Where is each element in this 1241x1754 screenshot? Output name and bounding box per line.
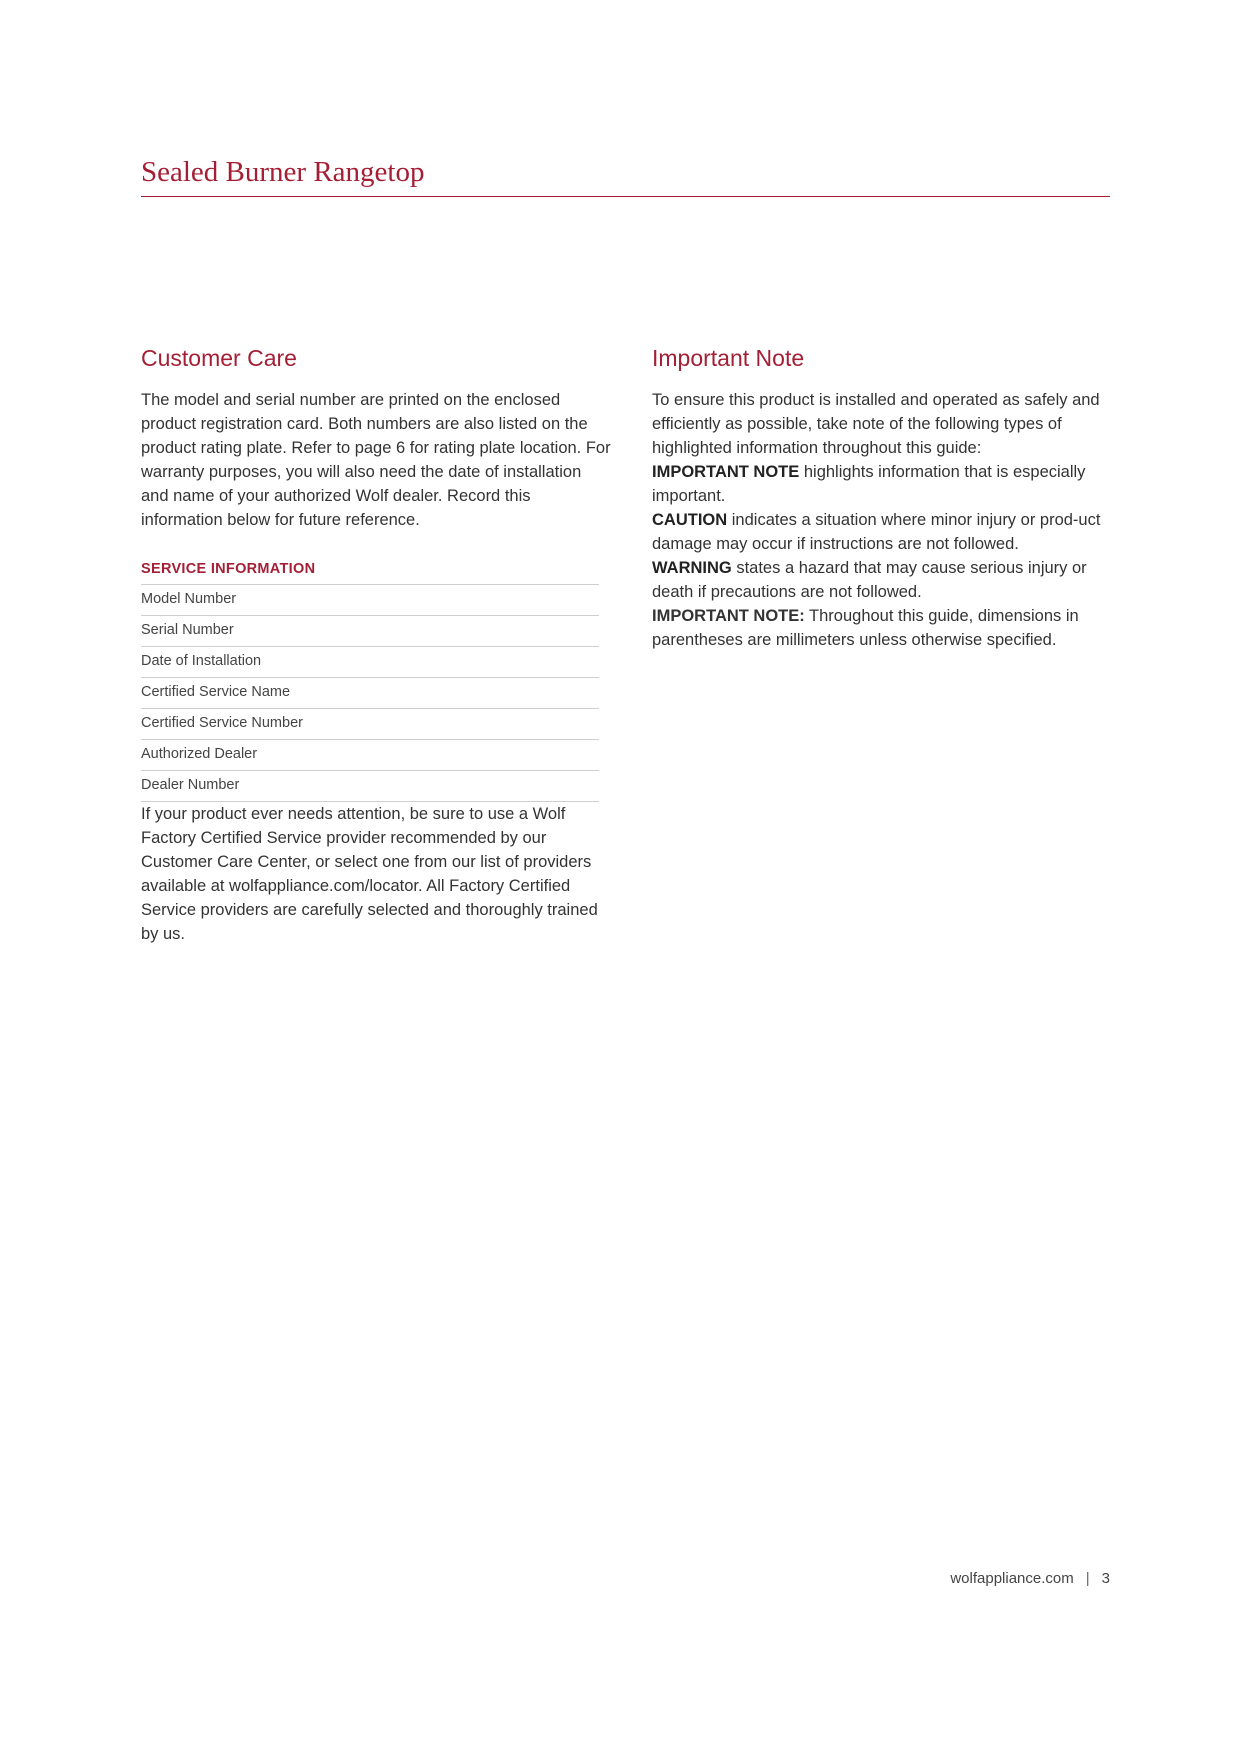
service-field-serial-number: Serial Number (141, 616, 599, 647)
page-number: 3 (1101, 1570, 1110, 1587)
page-title: Sealed Burner Rangetop (141, 156, 425, 188)
customer-care-outro: If your product ever needs attention, be sure to use a Wolf Factory Certified Service provider recommended by our Customer Care Center, or select one from our list of providers available at wolfappliance.com/locator. All Factory Certified Service providers are carefully selected and thoroughly trained by us. (141, 805, 598, 943)
note-dimensions: IMPORTANT NOTE: Throughout this guide, dimensions in parentheses are millimeters unless otherwise specified. (652, 607, 1079, 649)
important-note-intro: To ensure this product is installed and operated as safely and efficiently as possible, take note of the following types of highlighted information throughout this guide: (652, 391, 1100, 457)
important-note-heading: Important Note (652, 345, 805, 371)
footer-site-link[interactable]: wolfappliance.com (950, 1570, 1074, 1587)
service-field-authorized-dealer: Authorized Dealer (141, 740, 599, 771)
important-note-section (652, 343, 1122, 652)
customer-care-section (141, 343, 611, 946)
service-field-date-of-installation: Date of Installation (141, 647, 599, 678)
note-item-warning: WARNING states a hazard that may cause serious injury or death if precautions are not followed. (652, 559, 1087, 601)
service-field-certified-service-name: Certified Service Name (141, 678, 599, 709)
footer-separator: | (1085, 1570, 1090, 1587)
customer-care-intro: The model and serial number are printed on the enclosed product registration card. Both numbers are also listed on the product rating plate. Refer to page 6 for rating plate location. For warranty purposes, you will also need the date of installation and name of your authorized Wolf dealer. Record this information below for future reference. (141, 391, 611, 529)
page-footer (900, 1570, 1110, 1587)
service-information-heading: SERVICE INFORMATION (141, 559, 599, 585)
note-item-caution: CAUTION indicates a situation where minor injury or prod-uct damage may occur if instructions are not followed. (652, 511, 1101, 553)
note-item-important: IMPORTANT NOTE highlights information that is especially important. (652, 463, 1086, 505)
service-field-model-number: Model Number (141, 585, 599, 616)
customer-care-heading: Customer Care (141, 345, 297, 371)
service-field-certified-service-number: Certified Service Number (141, 709, 599, 740)
title-divider (141, 196, 1110, 197)
service-field-dealer-number: Dealer Number (141, 771, 599, 802)
service-information-list (141, 585, 599, 802)
